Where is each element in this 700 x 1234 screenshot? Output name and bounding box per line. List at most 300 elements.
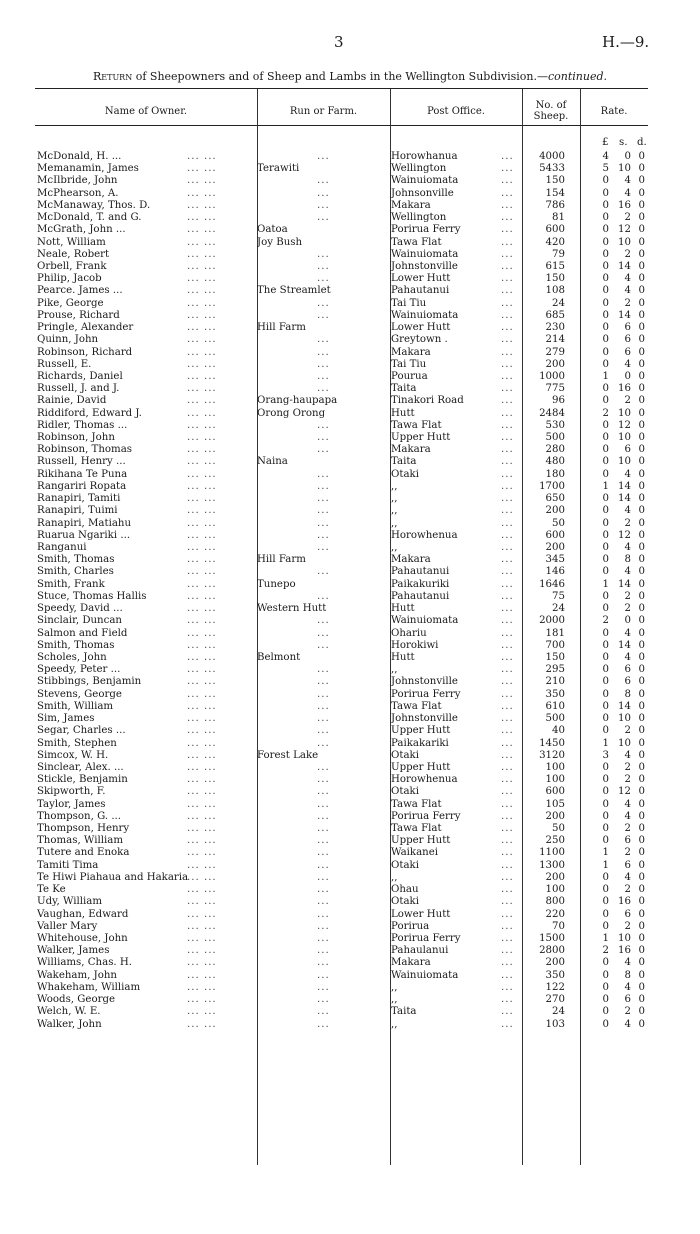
rate-shillings-cell: 14 — [618, 480, 631, 492]
post-office-cell: Johnstonville — [391, 713, 458, 725]
owner-cell: Taylor, James — [37, 798, 106, 810]
sheep-count-cell: 96 — [552, 395, 565, 407]
rate-shillings-cell: 14 — [618, 309, 631, 321]
owner-cell: Udy, William — [37, 896, 103, 908]
table-row — [35, 383, 648, 395]
leader-dots: ... ... — [187, 493, 217, 505]
post-office-cell: Lower Hutt — [391, 908, 451, 920]
rate-shillings-cell: 2 — [624, 823, 631, 835]
leader-dots: ... ... — [187, 871, 217, 883]
leader-dots: ... — [317, 761, 330, 773]
table-row — [35, 909, 648, 921]
leader-dots: ... — [501, 615, 514, 627]
leader-dots: ... ... — [187, 199, 217, 211]
leader-dots: ... ... — [187, 236, 217, 248]
rate-shillings-cell: 2 — [624, 847, 631, 859]
rate-shillings-cell: 4 — [624, 957, 631, 969]
sheep-count-cell: 610 — [545, 700, 565, 712]
rate-shillings-cell: 14 — [618, 260, 631, 272]
leader-dots: ... — [501, 309, 514, 321]
owner-cell: Stickle, Benjamin — [37, 774, 128, 786]
sheep-count-cell: 295 — [545, 664, 565, 676]
sheep-count-cell: 122 — [545, 981, 565, 993]
table-row — [35, 273, 648, 285]
sheep-count-cell: 1646 — [539, 578, 565, 590]
leader-dots: ... ... — [187, 994, 217, 1006]
rate-pounds-cell: 0 — [602, 517, 609, 529]
rate-shillings-cell: 0 — [624, 151, 631, 162]
leader-dots: ... — [501, 1006, 514, 1018]
rate-pence-cell: 0 — [638, 823, 645, 835]
post-office-cell: Johnstonville — [391, 676, 458, 688]
rate-pence-cell: 0 — [638, 627, 645, 639]
owner-cell: Robinson, Thomas — [37, 444, 132, 456]
post-office-cell: ,, — [391, 981, 398, 993]
rate-pence-cell: 0 — [638, 370, 645, 382]
sheep-count-cell: 75 — [552, 590, 565, 602]
post-office-cell: Horokiwi — [391, 639, 439, 651]
leader-dots: ... — [501, 260, 514, 272]
leader-dots: ... ... — [187, 505, 217, 517]
leader-dots: ... — [501, 823, 514, 835]
rate-shillings-cell: 4 — [624, 273, 631, 285]
rate-shillings-cell: 10 — [618, 163, 631, 175]
owner-cell: Walker, John — [37, 1018, 102, 1030]
leader-dots: ... ... — [187, 175, 217, 187]
leader-dots: ... — [501, 517, 514, 529]
rate-shillings-cell: 16 — [618, 199, 631, 211]
rate-pounds-cell: 0 — [602, 309, 609, 321]
owner-cell: Philip, Jacob — [37, 273, 102, 285]
leader-dots: ... — [501, 590, 514, 602]
leader-dots: ... — [501, 871, 514, 883]
sheep-count-cell: 200 — [545, 957, 565, 969]
rate-shillings-cell: 4 — [624, 651, 631, 663]
post-office-cell: Upper Hutt — [391, 835, 451, 847]
leader-dots: ... — [501, 1018, 514, 1030]
leader-dots: ... — [501, 578, 514, 590]
leader-dots: ... — [501, 248, 514, 260]
leader-dots: ... ... — [187, 957, 217, 969]
table-row — [35, 676, 648, 688]
header-owner: Name of Owner. — [104, 105, 188, 117]
table-row — [35, 408, 648, 420]
owner-cell: Valler Mary — [37, 920, 98, 932]
owner-cell: Pearce. James ... — [37, 285, 123, 297]
rate-shillings-cell: 6 — [624, 444, 631, 456]
post-office-cell: Porirua Ferry — [391, 224, 461, 236]
leader-dots: ... — [317, 432, 330, 444]
rate-pounds-cell: 0 — [602, 981, 609, 993]
post-office-cell: Wainuiomata — [391, 175, 459, 187]
leader-dots: ... — [317, 383, 330, 395]
rate-pounds-cell: 1 — [602, 370, 609, 382]
leader-dots: ... ... — [187, 407, 217, 419]
owner-cell: Thompson, Henry — [37, 823, 130, 835]
table-row — [35, 530, 648, 542]
rate-shillings-cell: 2 — [624, 884, 631, 896]
leader-dots: ... — [501, 224, 514, 236]
rate-pence-cell: 0 — [638, 761, 645, 773]
rate-shillings-cell: 14 — [618, 493, 631, 505]
sheep-count-cell: 24 — [552, 603, 565, 615]
rate-pence-cell: 0 — [638, 871, 645, 883]
leader-dots: ... ... — [187, 639, 217, 651]
leader-dots: ... — [501, 981, 514, 993]
post-office-cell: Upper Hutt — [391, 432, 451, 444]
owner-cell: McDonald, H. ... — [37, 151, 122, 162]
owner-cell: Tutere and Enoka — [37, 847, 130, 859]
post-office-cell: Upper Hutt — [391, 725, 451, 737]
leader-dots: ... — [501, 676, 514, 688]
rate-shillings-cell: 2 — [624, 603, 631, 615]
leader-dots: ... ... — [187, 187, 217, 199]
rate-pence-cell: 0 — [638, 945, 645, 957]
post-office-cell: Porirua — [391, 920, 430, 932]
leader-dots: ... — [501, 847, 514, 859]
table-top-rule — [35, 88, 648, 89]
leader-dots: ... — [501, 383, 514, 395]
owner-cell: Ranganui — [37, 542, 87, 553]
leader-dots: ... — [317, 419, 330, 431]
table-row — [35, 505, 648, 517]
leader-dots: ... — [317, 920, 330, 932]
sheep-count-cell: 600 — [545, 529, 565, 541]
rate-pence-cell: 0 — [638, 920, 645, 932]
leader-dots: ... — [317, 517, 330, 529]
leader-dots: ... — [317, 884, 330, 896]
owner-cell: Wakeham, John — [37, 969, 117, 981]
sheep-count-cell: 200 — [545, 505, 565, 517]
rate-pence-cell: 0 — [638, 273, 645, 285]
leader-dots: ... — [317, 248, 330, 260]
leader-dots: ... — [501, 456, 514, 468]
sheep-count-cell: 40 — [552, 725, 565, 737]
owner-cell: Whitehouse, John — [37, 933, 128, 944]
rate-pounds-cell: 0 — [602, 651, 609, 663]
header-bottom-rule — [35, 125, 648, 126]
rate-pounds-cell: 0 — [602, 994, 609, 1006]
leader-dots: ... — [501, 432, 514, 444]
owner-cell: Salmon and Field — [37, 627, 128, 639]
rate-pounds-cell: 1 — [602, 578, 609, 590]
header-post-office: Post Office. — [427, 105, 485, 117]
post-office-cell: Otaki — [391, 468, 419, 480]
leader-dots: ... ... — [187, 383, 217, 395]
table-row — [35, 640, 648, 652]
leader-dots: ... ... — [187, 749, 217, 761]
leader-dots: ... — [501, 896, 514, 908]
sheep-count-cell: 180 — [545, 468, 565, 480]
rate-pence-cell: 0 — [638, 1018, 645, 1030]
rate-pounds-cell: 0 — [602, 639, 609, 651]
sheep-count-cell: 103 — [545, 1018, 565, 1030]
rate-pounds-cell: 0 — [602, 456, 609, 468]
leader-dots: ... — [501, 163, 514, 175]
table-row — [35, 395, 648, 407]
post-office-cell: Upper Hutt — [391, 761, 451, 773]
rate-pounds-cell: 0 — [602, 260, 609, 272]
sheep-count-cell: 2484 — [539, 407, 565, 419]
rate-pence-cell: 0 — [638, 346, 645, 358]
leader-dots: ... ... — [187, 309, 217, 321]
table-row — [35, 664, 648, 676]
leader-dots: ... — [501, 175, 514, 187]
leader-dots: ... ... — [187, 273, 217, 285]
rate-shillings-cell: 6 — [624, 676, 631, 688]
leader-dots: ... — [501, 187, 514, 199]
rate-pounds-cell: 5 — [602, 163, 609, 175]
rate-pounds-cell: 3 — [602, 749, 609, 761]
post-office-cell: Makara — [391, 346, 431, 358]
table-row — [35, 554, 648, 566]
rate-shillings-cell: 4 — [624, 542, 631, 553]
run-cell: Joy Bush — [257, 236, 303, 248]
table-row — [35, 237, 648, 249]
owner-cell: Robinson, Richard — [37, 346, 133, 358]
owner-cell: Rikihana Te Puna — [37, 468, 128, 480]
leader-dots: ... — [501, 737, 514, 749]
rate-shillings-cell: 10 — [618, 407, 631, 419]
rate-shillings-cell: 6 — [624, 908, 631, 920]
post-office-cell: Paikakariki — [391, 737, 449, 749]
rate-pounds-cell: 0 — [602, 554, 609, 566]
rate-pounds-cell: 0 — [602, 224, 609, 236]
rate-pounds-cell: 1 — [602, 480, 609, 492]
post-office-cell: Johnstonville — [391, 260, 458, 272]
table-row — [35, 738, 648, 750]
owner-cell: Walker, James — [37, 945, 110, 957]
rate-pence-cell: 0 — [638, 737, 645, 749]
rate-pounds-cell: 0 — [602, 383, 609, 395]
table-row — [35, 762, 648, 774]
leader-dots: ... — [317, 871, 330, 883]
table-row — [35, 224, 648, 236]
sheep-count-cell: 280 — [545, 444, 565, 456]
owner-cell: Russell, E. — [37, 358, 92, 370]
leader-dots: ... ... — [187, 774, 217, 786]
leader-dots: ... ... — [187, 688, 217, 700]
table-row — [35, 456, 648, 468]
rate-shillings-cell: 10 — [618, 236, 631, 248]
owner-cell: Vaughan, Edward — [37, 908, 129, 920]
leader-dots: ... ... — [187, 1006, 217, 1018]
table-row — [35, 298, 648, 310]
table-row — [35, 249, 648, 261]
sheep-count-cell: 146 — [545, 566, 565, 578]
leader-dots: ... ... — [187, 981, 217, 993]
sheep-count-cell: 786 — [545, 199, 565, 211]
run-cell: Orong Orong — [257, 407, 326, 419]
rate-shillings-cell: 2 — [624, 1006, 631, 1018]
rate-pence-cell: 0 — [638, 529, 645, 541]
rate-shillings-cell: 4 — [624, 871, 631, 883]
table-row — [35, 774, 648, 786]
leader-dots: ... — [501, 529, 514, 541]
leader-dots: ... — [317, 798, 330, 810]
leader-dots: ... — [317, 590, 330, 602]
owner-cell: Speedy, David ... — [37, 603, 123, 615]
sheep-count-cell: 1100 — [539, 847, 565, 859]
rate-pounds-cell: 0 — [602, 187, 609, 199]
leader-dots: ... ... — [187, 151, 217, 162]
header-sheep: No. of Sheep. — [533, 100, 569, 122]
table-row — [35, 847, 648, 859]
rate-pounds-cell: 0 — [602, 248, 609, 260]
leader-dots: ... — [317, 700, 330, 712]
rate-shillings-cell: 4 — [624, 285, 631, 297]
table-row — [35, 188, 648, 200]
owner-cell: McDonald, T. and G. — [37, 212, 142, 224]
leader-dots: ... ... — [187, 1018, 217, 1030]
post-office-cell: Makara — [391, 444, 431, 456]
table-row — [35, 542, 648, 554]
rate-pence-cell: 0 — [638, 554, 645, 566]
leader-dots: ... ... — [187, 432, 217, 444]
owner-cell: Thompson, G. ... — [37, 810, 122, 822]
post-office-cell: Hutt — [391, 407, 415, 419]
rate-shillings-cell: 2 — [624, 774, 631, 786]
post-office-cell: Waikanei — [391, 847, 439, 859]
run-cell: Naina — [257, 456, 288, 468]
table-row — [35, 444, 648, 456]
leader-dots: ... — [501, 835, 514, 847]
rate-pounds-cell: 0 — [602, 920, 609, 932]
post-office-cell: Horowhanua — [391, 151, 458, 162]
leader-dots: ... ... — [187, 566, 217, 578]
owner-cell: Sinclear, Alex. ... — [37, 761, 124, 773]
rate-pence-cell: 0 — [638, 395, 645, 407]
rate-pence-cell: 0 — [638, 334, 645, 346]
leader-dots: ... — [501, 786, 514, 798]
rate-pence-cell: 0 — [638, 542, 645, 553]
table-row — [35, 1019, 648, 1031]
table-row — [35, 261, 648, 273]
rate-pounds-cell: 0 — [602, 346, 609, 358]
sheep-count-cell: 480 — [545, 456, 565, 468]
rate-pence-cell: 0 — [638, 774, 645, 786]
sheep-count-cell: 24 — [552, 297, 565, 309]
sheep-count-cell: 270 — [545, 994, 565, 1006]
rate-pence-cell: 0 — [638, 358, 645, 370]
leader-dots: ... ... — [187, 419, 217, 431]
table-row — [35, 896, 648, 908]
sheep-count-cell: 685 — [545, 309, 565, 321]
sheep-count-cell: 700 — [545, 639, 565, 651]
leader-dots: ... — [317, 1018, 330, 1030]
leader-dots: ... — [501, 920, 514, 932]
rate-pounds-cell: 0 — [602, 322, 609, 334]
leader-dots: ... — [317, 713, 330, 725]
leader-dots: ... — [501, 395, 514, 407]
document-reference: H.—9. — [602, 33, 650, 51]
sheep-count-cell: 220 — [545, 908, 565, 920]
rate-pounds-cell: 0 — [602, 810, 609, 822]
table-row — [35, 786, 648, 798]
rate-shillings-cell: 6 — [624, 334, 631, 346]
leader-dots: ... — [501, 700, 514, 712]
leader-dots: ... ... — [187, 163, 217, 175]
sheep-count-cell: 181 — [545, 627, 565, 639]
rate-shillings-cell: 6 — [624, 835, 631, 847]
owner-cell: Smith, Charles — [37, 566, 114, 578]
rate-pence-cell: 0 — [638, 151, 645, 162]
leader-dots: ... — [317, 994, 330, 1006]
sheep-count-cell: 500 — [545, 713, 565, 725]
owner-cell: Robinson, John — [37, 432, 115, 444]
table-row — [35, 933, 648, 945]
leader-dots: ... ... — [187, 334, 217, 346]
rate-pence-cell: 0 — [638, 713, 645, 725]
sheep-count-cell: 24 — [552, 1006, 565, 1018]
rate-shillings-cell: 8 — [624, 969, 631, 981]
leader-dots: ... ... — [187, 933, 217, 944]
owner-cell: Simcox, W. H. — [37, 749, 109, 761]
leader-dots: ... — [501, 542, 514, 553]
rate-pence-cell: 0 — [638, 896, 645, 908]
leader-dots: ... — [501, 603, 514, 615]
rate-shillings-cell: 12 — [618, 419, 631, 431]
table-row — [35, 628, 648, 640]
rate-pounds-cell: 0 — [602, 761, 609, 773]
leader-dots: ... ... — [187, 884, 217, 896]
rate-pence-cell: 0 — [638, 419, 645, 431]
rate-pounds-cell: 0 — [602, 1018, 609, 1030]
post-office-cell: Tai Tiu — [391, 358, 427, 370]
run-cell: Western Hutt — [257, 603, 327, 615]
leader-dots: ... ... — [187, 517, 217, 529]
post-office-cell: ,, — [391, 505, 398, 517]
table-row — [35, 591, 648, 603]
leader-dots: ... — [317, 810, 330, 822]
leader-dots: ... — [501, 505, 514, 517]
rate-pounds-cell: 0 — [602, 358, 609, 370]
rate-pence-cell: 0 — [638, 639, 645, 651]
table-row — [35, 701, 648, 713]
table-row — [35, 175, 648, 187]
leader-dots: ... ... — [187, 554, 217, 566]
rate-pence-cell: 0 — [638, 664, 645, 676]
rate-pence-cell: 0 — [638, 798, 645, 810]
leader-dots: ... — [501, 346, 514, 358]
leader-dots: ... — [501, 945, 514, 957]
sheep-count-cell: 105 — [545, 798, 565, 810]
leader-dots: ... ... — [187, 737, 217, 749]
leader-dots: ... ... — [187, 810, 217, 822]
run-cell: Forest Lake — [257, 749, 319, 761]
run-cell: Tunepo — [257, 578, 296, 590]
table-row — [35, 921, 648, 933]
rate-pounds-cell: 1 — [602, 933, 609, 944]
leader-dots: ... — [317, 480, 330, 492]
rate-pounds-cell: 0 — [602, 1006, 609, 1018]
run-cell: Terawiti — [257, 163, 300, 175]
rate-pounds-cell: 0 — [602, 774, 609, 786]
rate-pounds-cell: 0 — [602, 823, 609, 835]
sheep-count-cell: 615 — [545, 260, 565, 272]
leader-dots: ... — [501, 151, 514, 162]
rate-shillings-cell: 12 — [618, 786, 631, 798]
table-row — [35, 334, 648, 346]
rate-shillings-cell: 6 — [624, 346, 631, 358]
leader-dots: ... ... — [187, 920, 217, 932]
leader-dots: ... — [317, 896, 330, 908]
leader-dots: ... ... — [187, 651, 217, 663]
sheep-count-cell: 650 — [545, 493, 565, 505]
table-row — [35, 566, 648, 578]
leader-dots: ... — [501, 358, 514, 370]
rate-shillings-cell: 2 — [624, 212, 631, 224]
